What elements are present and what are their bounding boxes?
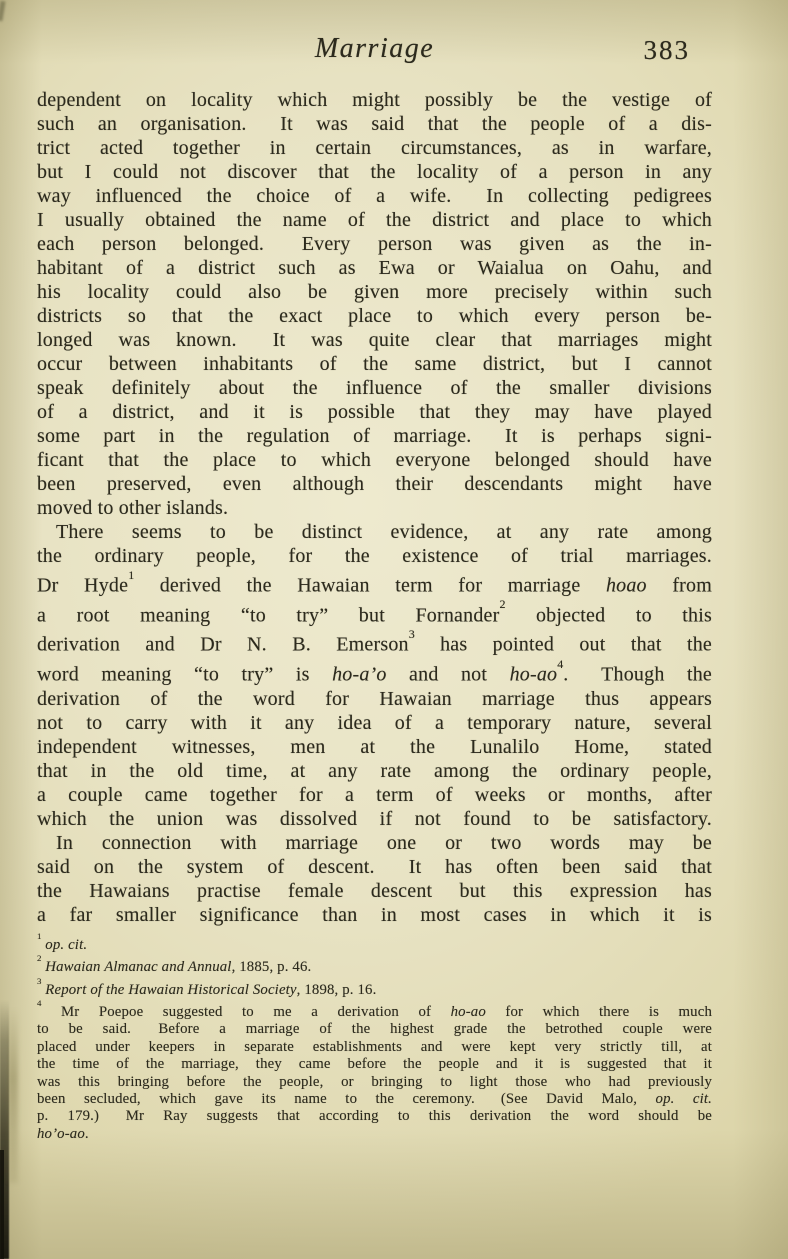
footnote: [37, 977, 712, 999]
text-line: trict acted together in certain circumstances, as in warfare,: [37, 137, 712, 159]
text-line: occur between inhabitants of the same district, but I cannot: [37, 353, 712, 375]
text-line: been preserved, even although their descendants might have: [37, 473, 712, 495]
text-line: which the union was dissolved if not found to be satisfactory.: [37, 807, 712, 830]
text-line: his locality could also be given more precisely within such: [37, 281, 712, 303]
text-line: dependent on locality which might possibly be the vestige of: [37, 89, 712, 111]
text-line: moved to other islands.: [37, 497, 229, 519]
text-line: independent witnesses, men at the Lunalilo Home, stated: [37, 735, 712, 758]
page-corner-mark: [0, 1, 6, 22]
text-line: word meaning “to try” is ho-a’o and not $ho-ao^4$. Though the: [37, 656, 713, 686]
text-line: some part in the regulation of marriage. It is perhaps signi-: [37, 425, 712, 447]
text-line: way influenced the choice of a wife. In collecting pedigrees: [37, 185, 712, 207]
text-line: the time of the marriage, they came before the people and it is suggested that it: [37, 1056, 712, 1073]
page-header: [37, 33, 712, 75]
text-line: In connection with marriage one or two words may be: [56, 831, 712, 854]
text-line: longed was known. It was quite clear that marriages might: [37, 329, 712, 351]
page-number: 383: [643, 35, 690, 65]
text-line: I usually obtained the name of the district and place to which: [37, 209, 712, 231]
text-line: speak definitely about the influence of the smaller divisions: [37, 377, 712, 399]
text-line: derivation of the word for Hawaian marriage thus appears: [37, 687, 712, 710]
text-line: $^3$ Report of the Hawaian Historical Society, 1898, p. 16.: [37, 975, 377, 998]
text-line: been secluded, which gave its name to the ceremony. (See David Malo, op. cit.: [37, 1090, 712, 1107]
text-line: $^2$ Hawaian Almanac and Annual, 1885, p. 46.: [37, 953, 312, 976]
footnote: [37, 999, 712, 1143]
text-line: There seems to be distinct evidence, at any rate among: [56, 521, 712, 543]
text-line: each person belonged. Every person was given as the in-: [37, 233, 712, 255]
text-line: a couple came together for a term of weeks or months, after: [37, 783, 712, 806]
text-line: ficant that the place to which everyone belonged should have: [37, 449, 712, 471]
footnotes-section: [37, 932, 712, 1143]
text-line: such an organisation. It was said that the people of a dis-: [37, 113, 712, 135]
text-line: the ordinary people, for the existence of trial marriages.: [37, 545, 712, 567]
text-line: the Hawaians practise female descent but this expression has: [37, 879, 712, 902]
paragraph: [37, 88, 712, 520]
paragraph: [37, 831, 712, 927]
text-line: habitant of a district such as Ewa or Waialua on Oahu, and: [37, 257, 712, 279]
text-line: $^1$ op. cit.: [37, 931, 88, 953]
text-line: $^4$ Mr Poepoe suggested to me a derivation of ho-ao for which there is much: [37, 998, 712, 1020]
text-line: was this bringing before the people, or bringing to light those who had previously: [37, 1073, 712, 1090]
paragraph: [37, 520, 712, 831]
text-line: a far smaller significance than in most cases in which it is: [37, 903, 712, 926]
text-line: ho’o-ao.: [37, 1125, 89, 1142]
text-line: p. 179.) Mr Ray suggests that according to this derivation the word should be: [37, 1108, 712, 1125]
text-line: derivation and Dr N. B. Emerson$^3$ has pointed out that the: [37, 626, 712, 656]
text-line: not to carry with it any idea of a temporary nature, several: [37, 711, 712, 734]
text-line: that in the old time, at any rate among the ordinary people,: [37, 759, 712, 782]
text-line: to be said. Before a marriage of the highest grade the betrothed couple were: [37, 1021, 712, 1038]
text-line: a root meaning “to try” but Fornander$^2$ objected to this: [37, 597, 712, 627]
text-line: said on the system of descent. It has often been said that: [37, 855, 712, 878]
footnote: [37, 954, 712, 976]
text-line: of a district, and it is possible that they may have played: [37, 401, 712, 423]
running-head-title: Marriage: [314, 33, 435, 64]
text-line: Dr Hyde$^1$ derived the Hawaian term for marriage hoao from: [37, 567, 712, 597]
text-line: but I could not discover that the locality of a person in any: [37, 161, 712, 183]
footnote: [37, 932, 712, 954]
text-line: districts so that the exact place to which every person be-: [37, 305, 712, 327]
body-text: [37, 88, 712, 927]
page-left-edge-dark-core: [0, 1150, 4, 1259]
text-line: placed under keepers in separate establishments and were kept very strictly till, at: [37, 1038, 712, 1055]
binding-crease-shadow: [8, 1008, 18, 1183]
